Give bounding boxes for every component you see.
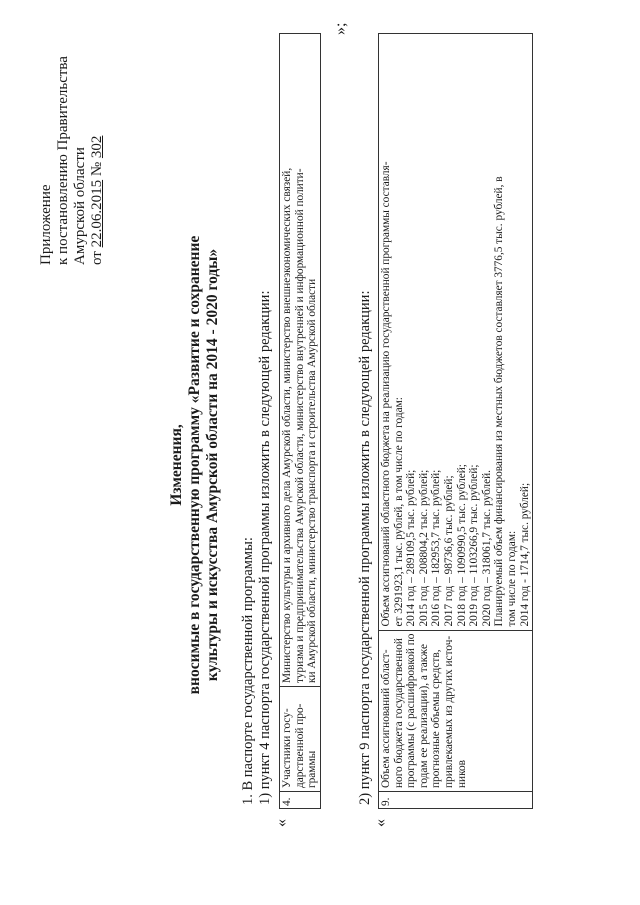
value-line: Планируемый объем финансирования из местных бюджетов составляет 3776,5 тыс. рублей, в <box>493 176 506 627</box>
value-line: 2017 год – 98736,6 тыс. рублей; <box>442 475 455 627</box>
document-title <box>168 115 222 815</box>
label-line: прогнозные объемы средств, <box>430 649 443 788</box>
item-1-text: 1) пункт 4 паспорта государственной программы изложить в следующей редакции: <box>257 290 273 805</box>
label-line: Объем ассигнований област- <box>380 649 392 788</box>
quote-close-1: »; <box>332 22 349 35</box>
table-row <box>280 34 321 809</box>
label-line: привлекаемых из других источ- <box>442 635 455 788</box>
appendix-date-line <box>89 15 106 265</box>
appendix-header <box>38 15 106 265</box>
value-line: 2018 год – 1090990,5 тыс. рублей; <box>455 464 468 627</box>
value-line: 2020 год – 318061,7 тыс. рублей. <box>480 470 493 627</box>
label-line: годам ее реализации), а также <box>417 644 430 788</box>
row-number: 4. <box>280 792 321 809</box>
label-line: ного бюджета государственной <box>392 638 405 788</box>
passport-table-item-4 <box>279 33 321 809</box>
label-line: программы (с расшифровкой по <box>405 633 418 788</box>
value-line: 2016 год – 182953,7 тыс. рублей; <box>430 469 443 627</box>
row-value <box>379 34 533 631</box>
title-line-1: Изменения, <box>168 424 185 506</box>
label-line: граммы <box>306 750 319 788</box>
value-line: Объем ассигнований областного бюджета на реализацию государственной программы составля- <box>380 161 392 627</box>
section-1-heading: 1. В паспорте государственной программы: <box>240 537 256 805</box>
appendix-region: Амурской области <box>72 147 88 265</box>
value-line: 2014 год - 1714,7 тыс. рублей; <box>518 482 531 627</box>
row-label <box>379 630 533 791</box>
value-line: 2015 год – 208804,2 тыс. рублей; <box>417 469 430 627</box>
value-line: 2014 год – 289109,5 тыс. рублей; <box>405 469 418 627</box>
value-line: туризма и предпринимательства Амурской области, министерство внутренней и информационной полити- <box>293 168 306 683</box>
row-label <box>280 687 321 792</box>
resolution-number: 302 <box>89 135 105 159</box>
value-line: том числе по годам: <box>505 530 518 627</box>
table-row <box>379 34 533 809</box>
resolution-date: 22.06.2015 <box>89 179 105 248</box>
appendix-title: Приложение <box>38 184 54 265</box>
row-value <box>280 34 321 687</box>
value-line: ет 3291923,1 тыс. рублей, в том числе по годам: <box>392 397 405 627</box>
quote-open-1: « <box>273 819 290 827</box>
label-line: ников <box>455 760 468 788</box>
quote-open-2: « <box>372 819 389 827</box>
label-line: Участники госу- <box>281 708 293 788</box>
appendix-resolution: к постановлению Правительства <box>55 56 71 265</box>
value-line: ки Амурской области, министерство транспорта и строительства Амурской области <box>306 278 319 683</box>
row-number: 9. <box>379 792 533 809</box>
value-line: Министерство культуры и архивного дела Амурской области, министерство внешнеэкономических связей, <box>281 167 293 683</box>
item-2-text: 2) пункт 9 паспорта государственной программы изложить в следующей редакции: <box>357 290 373 805</box>
label-line: дарственной про- <box>293 703 306 788</box>
passport-table-item-9 <box>378 33 533 809</box>
number-prefix: № <box>89 161 105 177</box>
date-prefix: от <box>89 251 105 265</box>
title-line-3: культуры и искусства Амурской области на 2014 - 2020 годы» <box>204 248 221 682</box>
value-line: 2019 год – 1103266,9 тыс. рублей; <box>468 464 481 627</box>
title-line-2: вносимые в государственную программу «Развитие и сохранение <box>186 235 203 695</box>
